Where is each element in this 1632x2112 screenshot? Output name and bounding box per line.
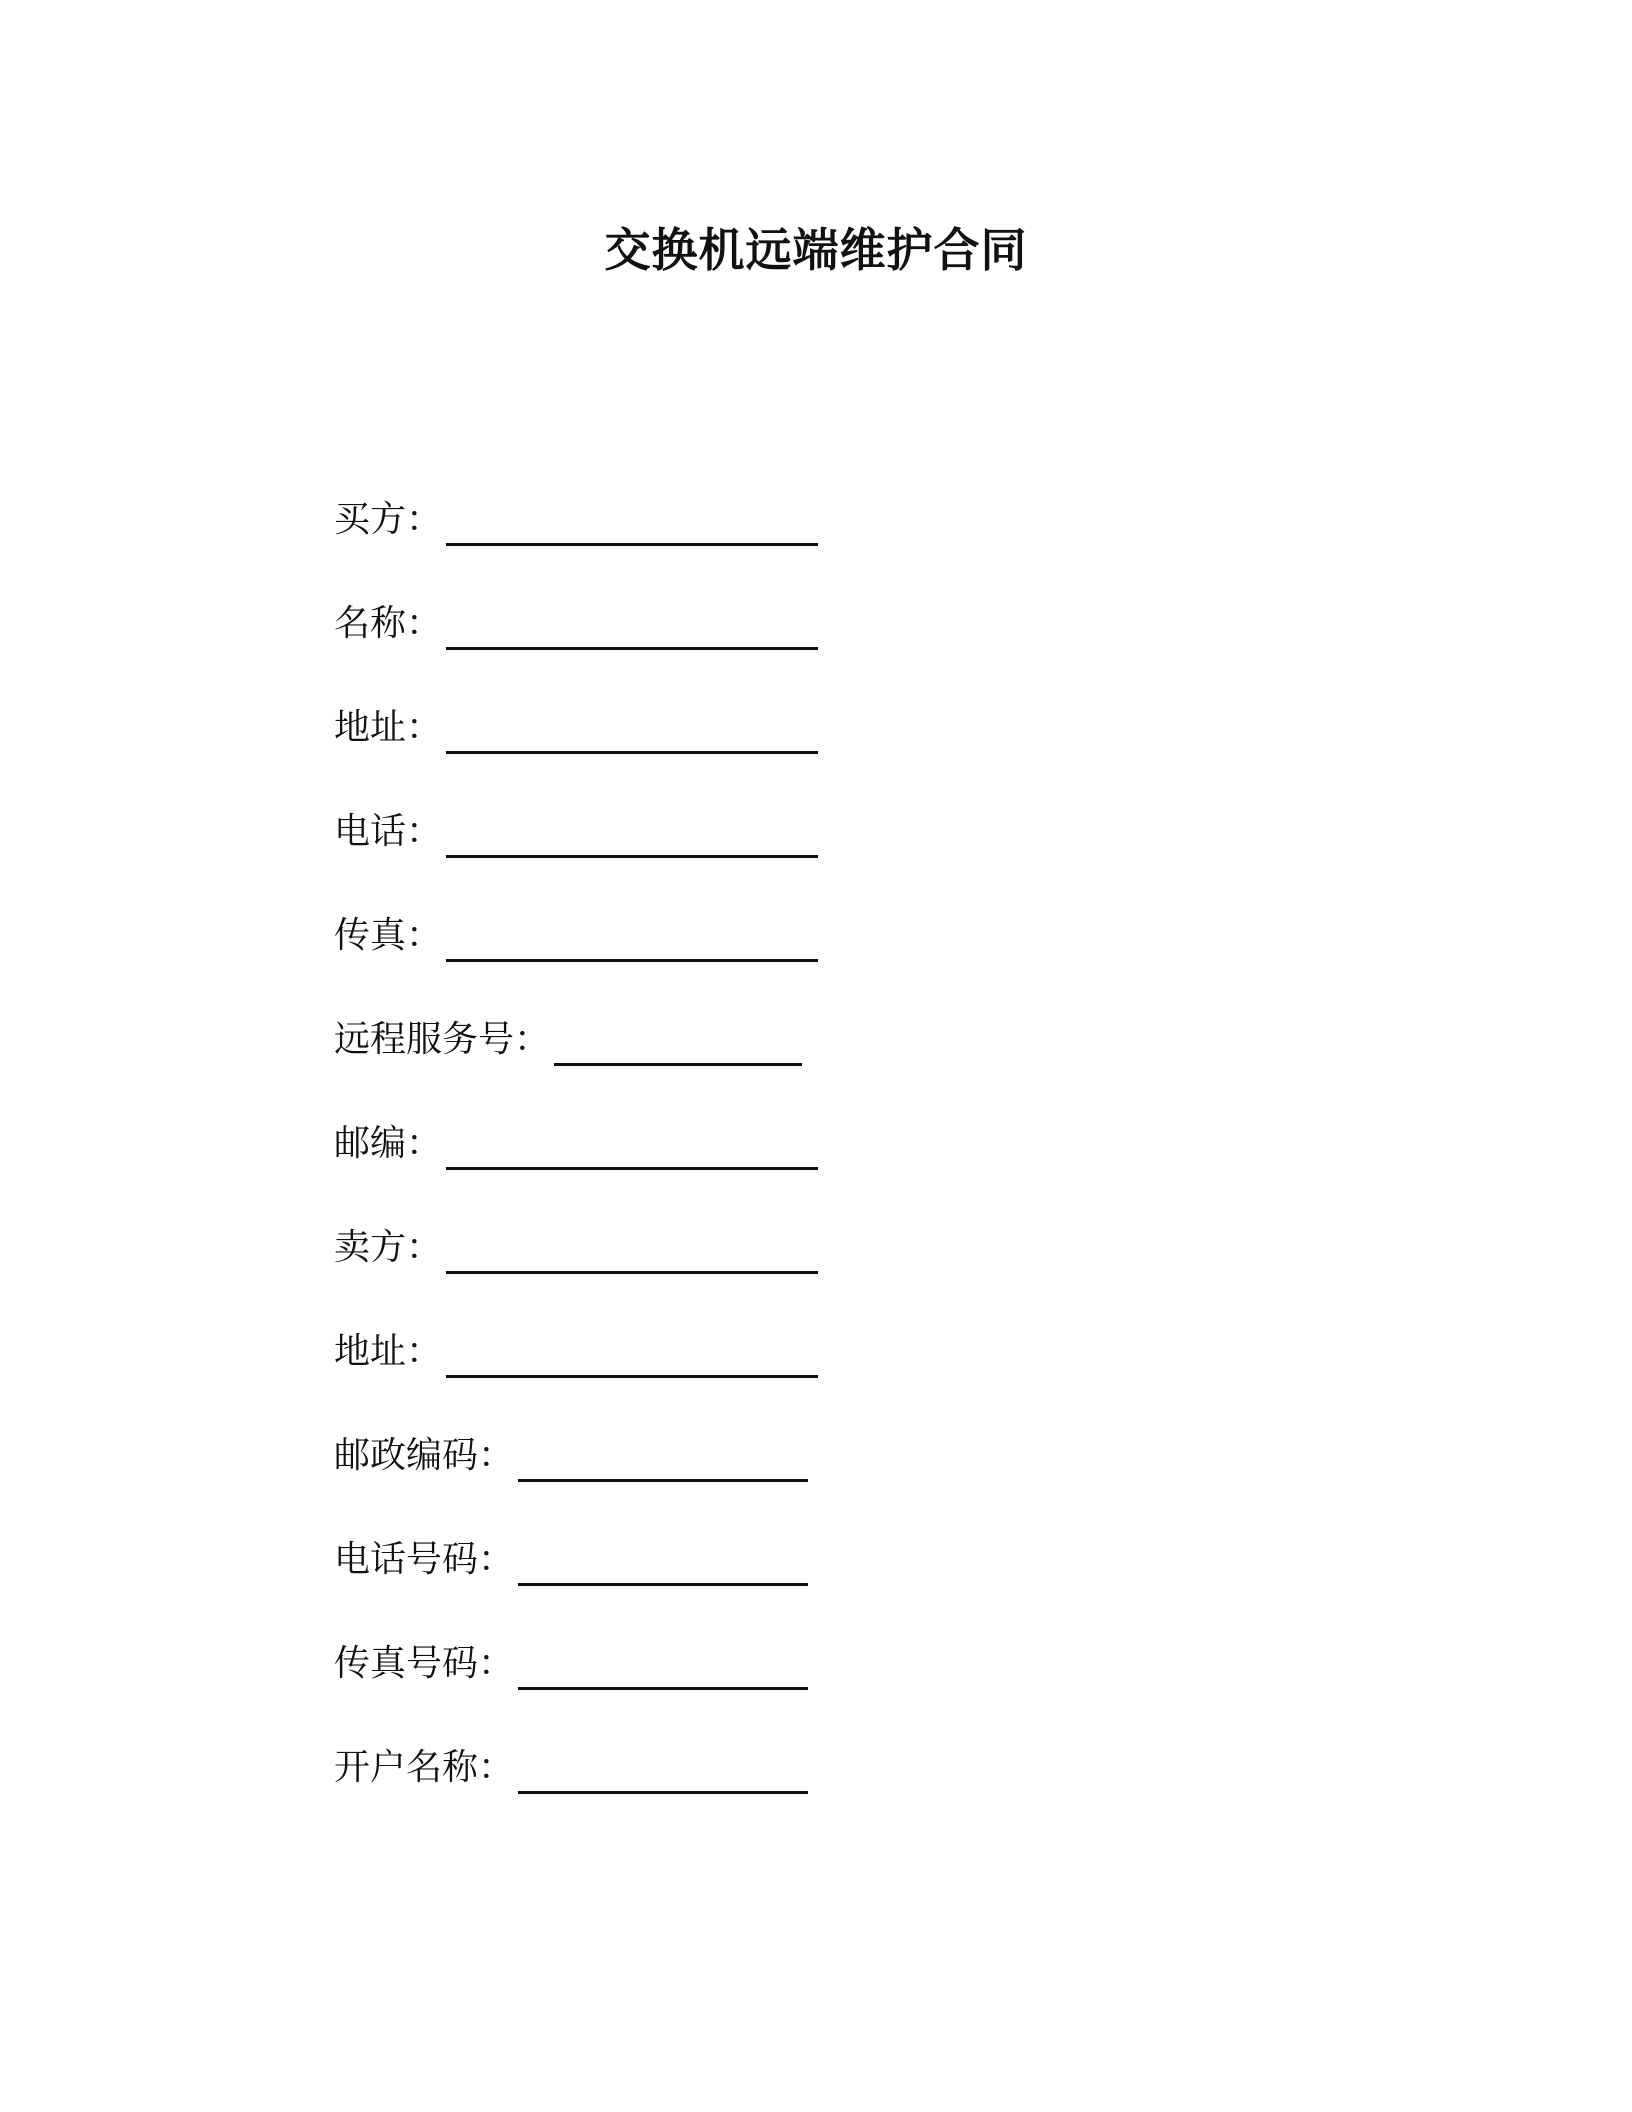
blank-line[interactable] bbox=[446, 1114, 818, 1170]
field-label: 电话： bbox=[334, 811, 443, 852]
field-label: 买方： bbox=[334, 499, 443, 540]
field-buyer-address bbox=[334, 700, 1234, 804]
field-seller-address bbox=[334, 1324, 1234, 1428]
field-seller bbox=[334, 1220, 1234, 1324]
document-title: 交换机远端维护合同 bbox=[604, 223, 1028, 277]
blank-line[interactable] bbox=[554, 1010, 802, 1066]
blank-line[interactable] bbox=[518, 1530, 808, 1586]
blank-line[interactable] bbox=[446, 1322, 818, 1378]
field-label: 名称： bbox=[334, 603, 443, 644]
blank-line[interactable] bbox=[446, 802, 818, 858]
blank-line[interactable] bbox=[446, 698, 818, 754]
field-buyer-fax bbox=[334, 908, 1234, 1012]
field-label: 远程服务号： bbox=[334, 1019, 551, 1060]
field-account-name bbox=[334, 1740, 1234, 1844]
field-buyer bbox=[334, 492, 1234, 596]
blank-line[interactable] bbox=[446, 1218, 818, 1274]
blank-line[interactable] bbox=[518, 1634, 808, 1690]
blank-line[interactable] bbox=[446, 490, 818, 546]
field-label: 开户名称： bbox=[334, 1747, 515, 1788]
field-label: 电话号码： bbox=[334, 1539, 515, 1580]
field-buyer-name bbox=[334, 596, 1234, 700]
field-label: 传真： bbox=[334, 915, 443, 956]
field-label: 传真号码： bbox=[334, 1643, 515, 1684]
blank-line[interactable] bbox=[518, 1738, 808, 1794]
field-label: 邮编： bbox=[334, 1123, 443, 1164]
field-buyer-postcode bbox=[334, 1116, 1234, 1220]
field-remote-service-number bbox=[334, 1012, 1234, 1116]
field-label: 邮政编码： bbox=[334, 1435, 515, 1476]
field-buyer-phone bbox=[334, 804, 1234, 908]
blank-line[interactable] bbox=[446, 906, 818, 962]
contract-party-fields bbox=[334, 492, 1234, 1844]
field-seller-phone bbox=[334, 1532, 1234, 1636]
blank-line[interactable] bbox=[446, 594, 818, 650]
field-label: 地址： bbox=[334, 707, 443, 748]
blank-line[interactable] bbox=[518, 1426, 808, 1482]
field-seller-fax bbox=[334, 1636, 1234, 1740]
field-seller-postcode bbox=[334, 1428, 1234, 1532]
field-label: 卖方： bbox=[334, 1227, 443, 1268]
field-label: 地址： bbox=[334, 1331, 443, 1372]
